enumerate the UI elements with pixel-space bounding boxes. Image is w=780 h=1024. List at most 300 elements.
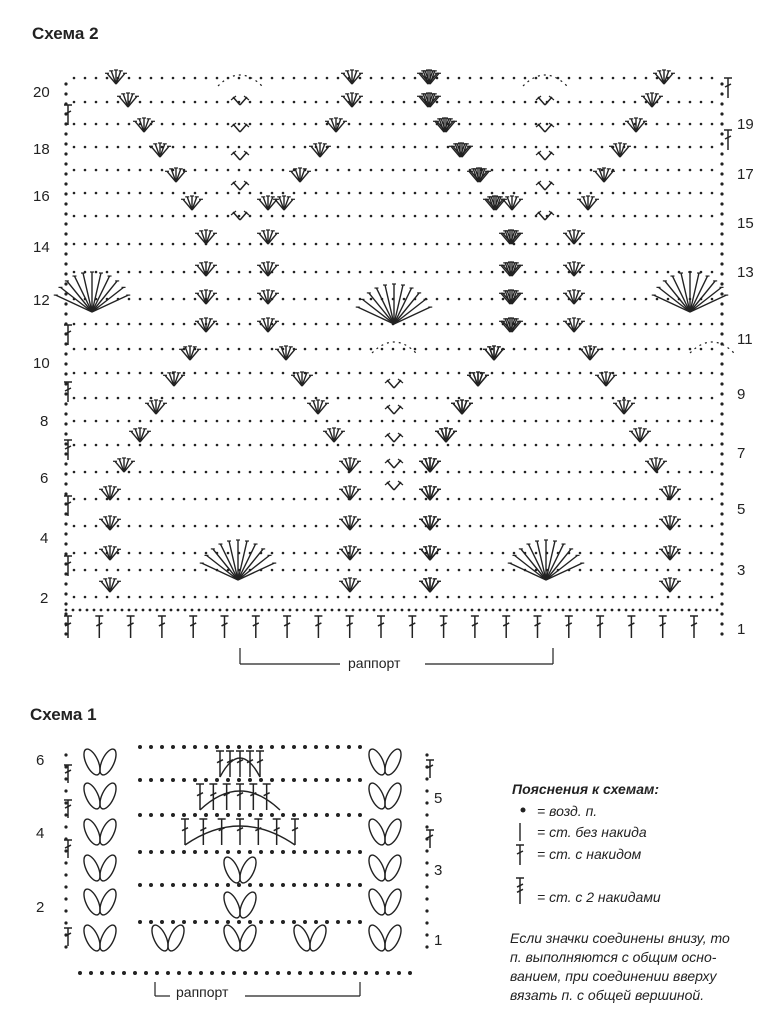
- chain-dot: [183, 215, 186, 218]
- chain-dot: [194, 101, 197, 104]
- chain-dot: [359, 498, 362, 501]
- chain-dot: [590, 169, 593, 172]
- chain-dot: [535, 215, 538, 218]
- chain-dot: [139, 77, 142, 80]
- chain-dot: [238, 420, 241, 423]
- chain-dot: [447, 192, 450, 195]
- chain-dot: [469, 444, 472, 447]
- chain-dot: [314, 813, 318, 817]
- chain-dot: [392, 420, 395, 423]
- chain-dot: [304, 552, 307, 555]
- chain-dot: [237, 883, 241, 887]
- chain-dot: [612, 348, 615, 351]
- chain-dot: [568, 596, 571, 599]
- chain-dot: [597, 609, 600, 612]
- chain-dot: [292, 850, 296, 854]
- chain-dot: [271, 525, 274, 528]
- chain-dot: [128, 471, 131, 474]
- chain-dot: [491, 123, 494, 126]
- chain-dot: [720, 482, 723, 485]
- chain-dot: [414, 397, 417, 400]
- chain-dot: [337, 397, 340, 400]
- chain-dot: [150, 397, 153, 400]
- chain-dot: [348, 271, 351, 274]
- chain-dot: [205, 215, 208, 218]
- chain-dot: [293, 192, 296, 195]
- chain-dot: [276, 971, 280, 975]
- chain-dot: [64, 352, 67, 355]
- chain-dot: [64, 602, 67, 605]
- chain-dot: [381, 192, 384, 195]
- chain-dot: [249, 498, 252, 501]
- chain-dot: [425, 569, 428, 572]
- chain-dot: [161, 444, 164, 447]
- chain-dot: [546, 169, 549, 172]
- chain-dot: [403, 552, 406, 555]
- chain-dot: [342, 971, 346, 975]
- chain-dot: [513, 397, 516, 400]
- chain-dot: [194, 372, 197, 375]
- chain-dot: [150, 271, 153, 274]
- chain-dot: [720, 292, 723, 295]
- chain-dot: [535, 498, 538, 501]
- chain-dot: [480, 444, 483, 447]
- petal-loop: [97, 853, 120, 883]
- chain-dot: [249, 420, 252, 423]
- chain-dot: [324, 609, 327, 612]
- chain-dot: [425, 813, 428, 816]
- chain-dot: [117, 569, 120, 572]
- chain-dot: [337, 169, 340, 172]
- chain-dot: [260, 243, 263, 246]
- chain-dot: [678, 169, 681, 172]
- chain-dot: [720, 152, 723, 155]
- chain-dot: [150, 215, 153, 218]
- chain-dot: [469, 397, 472, 400]
- chain-dot: [64, 342, 67, 345]
- chain-dot: [458, 471, 461, 474]
- chain-dot: [205, 169, 208, 172]
- chain-dot: [282, 271, 285, 274]
- chain-dot: [632, 609, 635, 612]
- chain-dot: [667, 609, 670, 612]
- row-number: 17: [737, 166, 754, 183]
- chain-dot: [216, 123, 219, 126]
- chain-dot: [700, 444, 703, 447]
- chain-dot: [348, 243, 351, 246]
- chain-dot: [667, 348, 670, 351]
- chain-dot: [64, 813, 67, 816]
- chain-dot: [64, 873, 67, 876]
- chain-dot: [590, 243, 593, 246]
- chain-dot: [720, 402, 723, 405]
- chain-dot: [436, 420, 439, 423]
- chain-dot: [216, 444, 219, 447]
- chain-dot: [535, 146, 538, 149]
- chain-dot: [678, 471, 681, 474]
- chain-dot: [425, 243, 428, 246]
- chain-dot: [216, 348, 219, 351]
- chain-dot: [623, 169, 626, 172]
- chain-dot: [381, 169, 384, 172]
- chain-dot: [326, 243, 329, 246]
- chain-dot: [700, 420, 703, 423]
- chain-dot: [325, 813, 329, 817]
- chain-dot: [326, 77, 329, 80]
- chain-dot: [492, 609, 495, 612]
- chain-dot: [579, 243, 582, 246]
- chain-dot: [601, 215, 604, 218]
- chain-dot: [64, 512, 67, 515]
- chain-dot: [348, 323, 351, 326]
- chain-dot: [436, 298, 439, 301]
- chain-dot: [656, 525, 659, 528]
- chain-dot: [183, 471, 186, 474]
- chain-dot: [326, 498, 329, 501]
- chain-dot: [645, 123, 648, 126]
- chain-dot: [480, 420, 483, 423]
- chain-dot: [238, 348, 241, 351]
- chain-dot: [95, 420, 98, 423]
- chain-dot: [348, 146, 351, 149]
- chain-dot: [117, 348, 120, 351]
- chain-dot: [557, 323, 560, 326]
- chain-dot: [64, 612, 67, 615]
- chain-dot: [458, 192, 461, 195]
- chain-dot: [204, 778, 208, 782]
- chain-dot: [293, 77, 296, 80]
- chain-dot: [612, 525, 615, 528]
- chain-dot: [403, 498, 406, 501]
- chain-dot: [128, 420, 131, 423]
- chain-dot: [645, 552, 648, 555]
- chain-dot: [709, 609, 712, 612]
- chain-dot: [172, 146, 175, 149]
- chain-dot: [287, 971, 291, 975]
- chain-dot: [678, 192, 681, 195]
- chain-dot: [270, 850, 274, 854]
- chain-dot: [370, 271, 373, 274]
- chain-dot: [436, 569, 439, 572]
- chain-dot: [95, 596, 98, 599]
- chain-dot: [271, 192, 274, 195]
- chain-dot: [392, 215, 395, 218]
- chain-dot: [348, 192, 351, 195]
- chain-dot: [535, 123, 538, 126]
- chain-dot: [248, 850, 252, 854]
- chain-dot: [700, 372, 703, 375]
- chain-dot: [678, 348, 681, 351]
- chain-dot: [359, 192, 362, 195]
- chain-dot: [370, 146, 373, 149]
- chain-dot: [557, 146, 560, 149]
- chain-dot: [611, 609, 614, 612]
- chain-dot: [711, 123, 714, 126]
- row-number: 19: [737, 116, 754, 133]
- petal-loop: [237, 890, 260, 920]
- chain-dot: [248, 813, 252, 817]
- chain-dot: [216, 77, 219, 80]
- chain-dot: [325, 850, 329, 854]
- chain-dot: [84, 192, 87, 195]
- chain-dot: [678, 77, 681, 80]
- chain-dot: [513, 123, 516, 126]
- chain-dot: [700, 215, 703, 218]
- chain-dot: [579, 552, 582, 555]
- row-number: 18: [33, 141, 50, 158]
- chain-dot: [469, 215, 472, 218]
- chain-dot: [282, 609, 285, 612]
- chain-dot: [204, 920, 208, 924]
- chain-dot: [524, 123, 527, 126]
- chain-dot: [601, 271, 604, 274]
- chain-dot: [535, 101, 538, 104]
- chain-dot: [315, 243, 318, 246]
- chain-dot: [403, 169, 406, 172]
- chain-dot: [128, 569, 131, 572]
- chain-dot: [95, 444, 98, 447]
- chain-dot: [359, 609, 362, 612]
- chain-dot: [579, 192, 582, 195]
- chain-dot: [711, 569, 714, 572]
- chain-dot: [546, 420, 549, 423]
- chain-dot: [193, 920, 197, 924]
- chain-dot: [625, 609, 628, 612]
- chain-dot: [458, 420, 461, 423]
- chain-dot: [259, 813, 263, 817]
- chain-dot: [172, 243, 175, 246]
- chain-dot: [172, 192, 175, 195]
- chain-dot: [139, 298, 142, 301]
- chain-dot: [720, 272, 723, 275]
- chain-dot: [95, 243, 98, 246]
- chain-dot: [155, 971, 159, 975]
- chain-dot: [128, 243, 131, 246]
- chain-dot: [524, 243, 527, 246]
- chain-dot: [634, 372, 637, 375]
- chain-dot: [161, 569, 164, 572]
- chain-dot: [700, 169, 703, 172]
- chain-dot: [590, 271, 593, 274]
- chain-dot: [656, 372, 659, 375]
- chain-dot: [521, 808, 526, 813]
- chain-dot: [348, 420, 351, 423]
- chain-dot: [205, 596, 208, 599]
- chain-dot: [182, 745, 186, 749]
- chain-dot: [139, 169, 142, 172]
- chain-dot: [238, 271, 241, 274]
- chain-dot: [590, 101, 593, 104]
- chain-dot: [314, 850, 318, 854]
- chain-dot: [491, 323, 494, 326]
- chain-dot: [117, 323, 120, 326]
- chain-dot: [387, 609, 390, 612]
- chain-dot: [73, 596, 76, 599]
- chain-dot: [271, 169, 274, 172]
- chain-dot: [73, 146, 76, 149]
- chain-dot: [73, 397, 76, 400]
- chain-dot: [480, 101, 483, 104]
- chain-dot: [292, 813, 296, 817]
- chain-dot: [270, 813, 274, 817]
- chain-dot: [480, 215, 483, 218]
- chain-dot: [348, 169, 351, 172]
- chain-dot: [64, 801, 67, 804]
- chain-dot: [720, 592, 723, 595]
- chain-dot: [260, 77, 263, 80]
- chain-dot: [325, 778, 329, 782]
- chain-dot: [568, 215, 571, 218]
- chain-dot: [524, 525, 527, 528]
- chain-dot: [408, 609, 411, 612]
- chain-dot: [282, 552, 285, 555]
- chain-dot: [689, 596, 692, 599]
- chain-dot: [73, 348, 76, 351]
- chain-dot: [579, 444, 582, 447]
- chain-dot: [138, 745, 142, 749]
- chain-dot: [720, 622, 723, 625]
- chain-dot: [183, 192, 186, 195]
- chain-dot: [601, 498, 604, 501]
- chain-dot: [282, 77, 285, 80]
- chain-dot: [480, 498, 483, 501]
- chain-dot: [347, 813, 351, 817]
- chain-dot: [425, 885, 428, 888]
- chain-dot: [447, 169, 450, 172]
- chain-dot: [359, 215, 362, 218]
- row-number: 6: [36, 752, 45, 769]
- chain-dot: [304, 348, 307, 351]
- chain-dot: [315, 101, 318, 104]
- chain-dot: [315, 372, 318, 375]
- chain-dot: [678, 146, 681, 149]
- chain-dot: [720, 312, 723, 315]
- chain-dot: [524, 444, 527, 447]
- chain-dot: [370, 77, 373, 80]
- chain-dot: [193, 883, 197, 887]
- chain-dot: [259, 778, 263, 782]
- chain-dot: [183, 146, 186, 149]
- chain-dot: [172, 397, 175, 400]
- chain-dot: [193, 778, 197, 782]
- chain-dot: [348, 397, 351, 400]
- chain-dot: [265, 971, 269, 975]
- chain-dot: [480, 471, 483, 474]
- chain-dot: [128, 123, 131, 126]
- chain-dot: [491, 569, 494, 572]
- chain-dot: [502, 101, 505, 104]
- chain-dot: [447, 498, 450, 501]
- chain-dot: [458, 169, 461, 172]
- chain-dot: [667, 397, 670, 400]
- chain-dot: [623, 525, 626, 528]
- chain-dot: [183, 444, 186, 447]
- chain-dot: [381, 498, 384, 501]
- legend-double-crochet-label: = ст. с накидом: [537, 846, 642, 862]
- chain-dot: [688, 609, 691, 612]
- chain-dot: [337, 323, 340, 326]
- chain-dot: [171, 813, 175, 817]
- chain-dot: [667, 169, 670, 172]
- chain-dot: [414, 323, 417, 326]
- chain-dot: [106, 123, 109, 126]
- chain-dot: [720, 282, 723, 285]
- chain-dot: [161, 420, 164, 423]
- chain-dot: [408, 971, 412, 975]
- chain-dot: [282, 298, 285, 301]
- chain-dot: [227, 498, 230, 501]
- chain-dot: [634, 420, 637, 423]
- chain-dot: [612, 192, 615, 195]
- chain-dot: [249, 169, 252, 172]
- chain-dot: [370, 298, 373, 301]
- chain-dot: [227, 397, 230, 400]
- chain-dot: [392, 169, 395, 172]
- chain-dot: [359, 123, 362, 126]
- chain-dot: [271, 569, 274, 572]
- chain-dot: [524, 298, 527, 301]
- chain-dot: [150, 348, 153, 351]
- chain-dot: [645, 192, 648, 195]
- chain-dot: [161, 243, 164, 246]
- chain-dot: [689, 101, 692, 104]
- chain-dot: [678, 498, 681, 501]
- chain-dot: [370, 471, 373, 474]
- chain-dot: [502, 498, 505, 501]
- chain-dot: [656, 323, 659, 326]
- chain-dot: [106, 420, 109, 423]
- chain-dot: [289, 609, 292, 612]
- chain-dot: [331, 971, 335, 975]
- chain-dot: [106, 77, 109, 80]
- chain-dot: [226, 745, 230, 749]
- chain-dot: [194, 169, 197, 172]
- chain-dot: [205, 101, 208, 104]
- chain-dot: [128, 192, 131, 195]
- chain-dot: [447, 101, 450, 104]
- chain-dot: [64, 122, 67, 125]
- chain-dot: [182, 813, 186, 817]
- chain-dot: [326, 192, 329, 195]
- chain-dot: [73, 123, 76, 126]
- chain-dot: [502, 271, 505, 274]
- chain-dot: [370, 348, 373, 351]
- chain-dot: [711, 348, 714, 351]
- chain-dot: [381, 123, 384, 126]
- row-number: 2: [36, 899, 45, 916]
- chain-dot: [568, 444, 571, 447]
- chain-dot: [711, 552, 714, 555]
- chain-dot: [469, 372, 472, 375]
- chain-dot: [95, 169, 98, 172]
- chain-dot: [568, 348, 571, 351]
- chain-dot: [601, 298, 604, 301]
- chain-dot: [546, 298, 549, 301]
- chain-dot: [337, 348, 340, 351]
- chain-dot: [128, 444, 131, 447]
- chain-dot: [414, 596, 417, 599]
- chain-dot: [64, 861, 67, 864]
- chain-dot: [678, 444, 681, 447]
- chain-dot: [623, 397, 626, 400]
- chain-dot: [557, 271, 560, 274]
- chain-dot: [182, 920, 186, 924]
- chain-dot: [315, 420, 318, 423]
- chain-dot: [128, 77, 131, 80]
- chain-dot: [73, 323, 76, 326]
- chain-dot: [64, 92, 67, 95]
- chain-dot: [315, 215, 318, 218]
